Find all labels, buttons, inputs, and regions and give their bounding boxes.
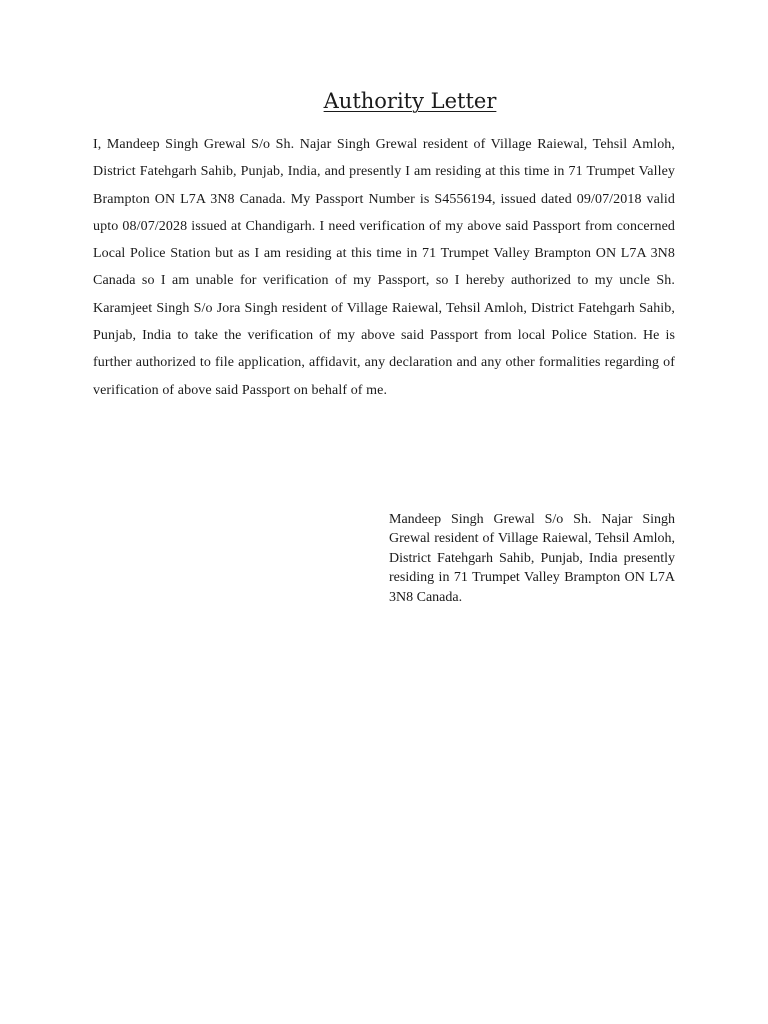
letter-title: Authority Letter: [323, 89, 497, 113]
letter-body: I, Mandeep Singh Grewal S/o Sh. Najar Singh Grewal resident of Village Raiewal, Tehsil Amloh, District Fatehgarh Sahib, Punjab, India, and presently I am residing at this time in 71 Trumpet Valley Brampton ON L7A 3N8 Canada. My Passport Number is S4556194, issued dated 09/07/2018 valid upto 08/07/2028 issued at Chandigarh. I need verification of my above said Passport from concerned Local Police Station but as I am residing at this time in 71 Trumpet Valley Brampton ON L7A 3N8 Canada so I am unable for verification of my Passport, so I hereby authorized to my uncle Sh. Karamjeet Singh S/o Jora Singh resident of Village Raiewal, Tehsil Amloh, District Fatehgarh Sahib, Punjab, India to take the verification of my above said Passport from local Police Station. He is further authorized to file application, affidavit, any declaration and any other formalities regarding of verification of above said Passport on behalf of me.: [93, 137, 675, 398]
signature-block: Mandeep Singh Grewal S/o Sh. Najar Singh Grewal resident of Village Raiewal, Tehsil Amloh, District Fatehgarh Sahib, Punjab, India presently residing in 71 Trumpet Valley Brampton ON L7A 3N8 Canada.: [389, 512, 675, 605]
